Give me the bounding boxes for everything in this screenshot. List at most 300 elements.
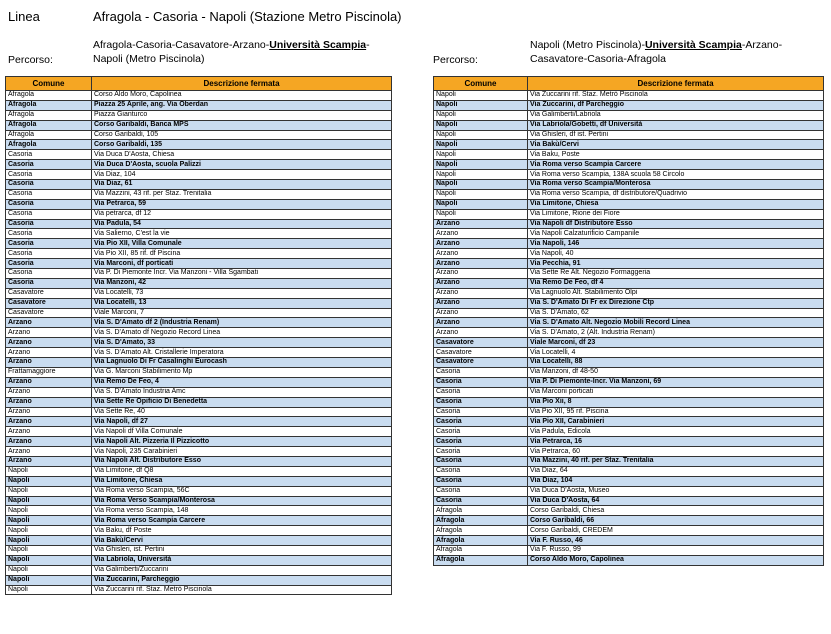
table-row bbox=[6, 249, 392, 259]
stop-description-cell: Via petrarca, df 12 bbox=[92, 209, 392, 219]
stop-description-cell: Via S. D'Amato, 62 bbox=[528, 308, 824, 318]
comune-cell: Afragola bbox=[434, 545, 528, 555]
table-row bbox=[434, 259, 824, 269]
stop-description-cell: Via Pio XII, 95 rif. Piscina bbox=[528, 407, 824, 417]
stop-description-cell: Corso Garibaldi, CREDEM bbox=[528, 526, 824, 536]
stop-description-cell: Corso Garibaldi, Banca MPS bbox=[92, 120, 392, 130]
table-row bbox=[434, 427, 824, 437]
stop-description-cell: Via Pio XII, Carabinieri bbox=[528, 417, 824, 427]
table-row bbox=[6, 100, 392, 110]
stop-description-cell: Via Manzoni, 42 bbox=[92, 278, 392, 288]
stop-description-cell: Corso Garibaldi, 66 bbox=[528, 516, 824, 526]
comune-cell: Arzano bbox=[434, 308, 528, 318]
line-label: Linea bbox=[8, 9, 40, 24]
table-row bbox=[6, 338, 392, 348]
stop-description-cell: Via Roma verso Scampia Carcere bbox=[92, 516, 392, 526]
table-row bbox=[6, 199, 392, 209]
table-row bbox=[6, 407, 392, 417]
comune-cell: Napoli bbox=[6, 526, 92, 536]
comune-cell: Casoria bbox=[434, 496, 528, 506]
stops-body-right bbox=[434, 91, 824, 566]
table-row bbox=[6, 180, 392, 190]
comune-cell: Arzano bbox=[434, 249, 528, 259]
comune-cell: Afragola bbox=[6, 91, 92, 101]
table-row bbox=[434, 130, 824, 140]
comune-cell: Arzano bbox=[434, 278, 528, 288]
stop-description-cell: Via Limitone, Chiesa bbox=[92, 476, 392, 486]
comune-cell: Napoli bbox=[434, 140, 528, 150]
table-row bbox=[6, 269, 392, 279]
table-row bbox=[434, 358, 824, 368]
table-row bbox=[434, 526, 824, 536]
route-left-line2: Napoli (Metro Piscinola) bbox=[93, 53, 205, 65]
stop-description-cell: Via Napoli Calzaturificio Campanile bbox=[528, 229, 824, 239]
comune-cell: Napoli bbox=[434, 180, 528, 190]
stop-description-cell: Via Marconi, df porticati bbox=[92, 259, 392, 269]
stops-table-left bbox=[5, 76, 392, 595]
stop-description-cell: Via Marconi porticati bbox=[528, 387, 824, 397]
table-row bbox=[434, 338, 824, 348]
table-row bbox=[6, 189, 392, 199]
table-row bbox=[6, 456, 392, 466]
table-row bbox=[434, 407, 824, 417]
route-right-post: -Arzano- bbox=[741, 39, 783, 51]
table-row bbox=[6, 496, 392, 506]
table-row bbox=[6, 526, 392, 536]
comune-cell: Napoli bbox=[6, 536, 92, 546]
comune-cell: Arzano bbox=[6, 437, 92, 447]
table-row bbox=[434, 120, 824, 130]
table-row bbox=[6, 585, 392, 595]
stop-description-cell: Via Labriola/Gobetti, df Università bbox=[528, 120, 824, 130]
comune-cell: Casoria bbox=[434, 417, 528, 427]
table-row bbox=[6, 367, 392, 377]
table-row bbox=[434, 209, 824, 219]
col-desc-header: Descrizione fermata bbox=[528, 77, 824, 91]
table-row bbox=[434, 199, 824, 209]
stop-description-cell: Via Petrarca, 59 bbox=[92, 199, 392, 209]
comune-cell: Arzano bbox=[6, 387, 92, 397]
stop-description-cell: Via F. Russo, 46 bbox=[528, 536, 824, 546]
table-row bbox=[6, 476, 392, 486]
comune-cell: Napoli bbox=[434, 110, 528, 120]
table-row bbox=[434, 288, 824, 298]
table-row bbox=[434, 447, 824, 457]
table-row bbox=[6, 278, 392, 288]
comune-cell: Napoli bbox=[6, 496, 92, 506]
stop-description-cell: Via Galimberti/Labriola bbox=[528, 110, 824, 120]
table-row bbox=[6, 565, 392, 575]
table-row bbox=[434, 110, 824, 120]
table-row bbox=[6, 536, 392, 546]
comune-cell: Napoli bbox=[434, 160, 528, 170]
table-row bbox=[434, 387, 824, 397]
table-row bbox=[434, 555, 824, 565]
table-row bbox=[6, 259, 392, 269]
stop-description-cell: Via Bakù/Cervi bbox=[528, 140, 824, 150]
table-row bbox=[434, 328, 824, 338]
table-row bbox=[6, 466, 392, 476]
comune-cell: Casoria bbox=[6, 269, 92, 279]
stop-description-cell: Via Napoli df Villa Comunale bbox=[92, 427, 392, 437]
stop-description-cell: Via Limitone, Rione dei Fiore bbox=[528, 209, 824, 219]
comune-cell: Casavatore bbox=[6, 288, 92, 298]
table-row bbox=[6, 130, 392, 140]
table-row bbox=[434, 189, 824, 199]
comune-cell: Casavatore bbox=[434, 358, 528, 368]
stop-description-cell: Via Lagnuolo Di Fr Casalinghi Eurocash bbox=[92, 358, 392, 368]
comune-cell: Napoli bbox=[434, 170, 528, 180]
comune-cell: Casoria bbox=[434, 427, 528, 437]
comune-cell: Casoria bbox=[6, 170, 92, 180]
stop-description-cell: Via Padula, 54 bbox=[92, 219, 392, 229]
table-row bbox=[434, 269, 824, 279]
table-row bbox=[434, 308, 824, 318]
stop-description-cell: Viale Marconi, 7 bbox=[92, 308, 392, 318]
table-row bbox=[6, 427, 392, 437]
stop-description-cell: Via G. Marconi Stabilimento Mp bbox=[92, 367, 392, 377]
table-row bbox=[434, 160, 824, 170]
comune-cell: Arzano bbox=[6, 447, 92, 457]
table-row bbox=[434, 476, 824, 486]
comune-cell: Arzano bbox=[434, 229, 528, 239]
table-row bbox=[434, 249, 824, 259]
table-row bbox=[6, 486, 392, 496]
stop-description-cell: Via Pio XII, 85 rif. df Piscina bbox=[92, 249, 392, 259]
comune-cell: Arzano bbox=[6, 348, 92, 358]
table-row bbox=[434, 496, 824, 506]
comune-cell: Casavatore bbox=[6, 308, 92, 318]
comune-cell: Afragola bbox=[434, 526, 528, 536]
stop-description-cell: Via Roma verso Scampia, df distributore/Quadrivio bbox=[528, 189, 824, 199]
comune-cell: Arzano bbox=[434, 259, 528, 269]
stop-description-cell: Piazza Gianturco bbox=[92, 110, 392, 120]
table-row bbox=[434, 545, 824, 555]
stop-description-cell: Corso Garibaldi, Chiesa bbox=[528, 506, 824, 516]
stop-description-cell: Via Ghisleri, df ist. Pertini bbox=[528, 130, 824, 140]
comune-cell: Casoria bbox=[434, 456, 528, 466]
comune-cell: Napoli bbox=[6, 476, 92, 486]
comune-cell: Napoli bbox=[434, 199, 528, 209]
comune-cell: Casoria bbox=[6, 209, 92, 219]
comune-cell: Casoria bbox=[6, 278, 92, 288]
table-row bbox=[434, 516, 824, 526]
stop-description-cell: Via S. D'Amato Industria Amc bbox=[92, 387, 392, 397]
header-row bbox=[434, 77, 824, 91]
table-row bbox=[434, 486, 824, 496]
comune-cell: Arzano bbox=[6, 338, 92, 348]
stop-description-cell: Via Sette Re Opificio Di Benedetta bbox=[92, 397, 392, 407]
comune-cell: Casoria bbox=[434, 486, 528, 496]
comune-cell: Napoli bbox=[6, 466, 92, 476]
table-row bbox=[6, 387, 392, 397]
route-right-line2: Casavatore-Casoria-Afragola bbox=[530, 53, 666, 65]
comune-cell: Arzano bbox=[6, 456, 92, 466]
stop-description-cell: Via Mazzini, 40 rif. per Staz. Trenitalia bbox=[528, 456, 824, 466]
stop-description-cell: Via Napoli Alt. Pizzeria Il Pizzicotto bbox=[92, 437, 392, 447]
table-row bbox=[434, 397, 824, 407]
comune-cell: Napoli bbox=[434, 91, 528, 101]
table-row bbox=[434, 417, 824, 427]
table-row bbox=[434, 348, 824, 358]
comune-cell: Afragola bbox=[434, 506, 528, 516]
stop-description-cell: Via Napoli, df 27 bbox=[92, 417, 392, 427]
table-row bbox=[6, 308, 392, 318]
comune-cell: Casoria bbox=[434, 447, 528, 457]
stop-description-cell: Corso Garibaldi, 135 bbox=[92, 140, 392, 150]
stop-description-cell: Via Diaz, 64 bbox=[528, 466, 824, 476]
stop-description-cell: Via Limitone, df Q8 bbox=[92, 466, 392, 476]
route-right bbox=[530, 38, 782, 66]
stop-description-cell: Via Locatelli, 13 bbox=[92, 298, 392, 308]
stop-description-cell: Via Bakù/Cervi bbox=[92, 536, 392, 546]
table-row bbox=[6, 328, 392, 338]
percorso-right-label: Percorso: bbox=[433, 54, 478, 66]
table-row bbox=[6, 110, 392, 120]
stop-description-cell: Via Locatelli, 4 bbox=[528, 348, 824, 358]
comune-cell: Napoli bbox=[434, 120, 528, 130]
comune-cell: Arzano bbox=[6, 427, 92, 437]
route-right-pre: Napoli (Metro Piscinola)- bbox=[530, 39, 645, 51]
stop-description-cell: Corso Aldo Moro, Capolinea bbox=[528, 555, 824, 565]
comune-cell: Napoli bbox=[6, 506, 92, 516]
comune-cell: Casoria bbox=[434, 407, 528, 417]
comune-cell: Arzano bbox=[6, 318, 92, 328]
table-row bbox=[434, 150, 824, 160]
table-row bbox=[434, 466, 824, 476]
stop-description-cell: Via Zuccarini rif. Staz. Metrò Piscinola bbox=[92, 585, 392, 595]
route-left bbox=[93, 38, 370, 66]
table-row bbox=[434, 170, 824, 180]
table-row bbox=[434, 278, 824, 288]
route-right-bold: Università Scampia bbox=[644, 39, 742, 51]
stop-description-cell: Via Roma verso Scampia, 56C bbox=[92, 486, 392, 496]
stop-description-cell: Via Lagnuolo Alt. Stabilimento Olpi bbox=[528, 288, 824, 298]
table-row bbox=[6, 377, 392, 387]
table-row bbox=[434, 219, 824, 229]
comune-cell: Casoria bbox=[6, 189, 92, 199]
stop-description-cell: Via Petrarca, 16 bbox=[528, 437, 824, 447]
comune-cell: Napoli bbox=[434, 130, 528, 140]
comune-cell: Afragola bbox=[6, 110, 92, 120]
stop-description-cell: Via Locatelli, 73 bbox=[92, 288, 392, 298]
table-row bbox=[434, 298, 824, 308]
stop-description-cell: Corso Aldo Moro, Capolinea bbox=[92, 91, 392, 101]
stop-description-cell: Via Sette Re, 40 bbox=[92, 407, 392, 417]
comune-cell: Casoria bbox=[434, 437, 528, 447]
comune-cell: Casavatore bbox=[6, 298, 92, 308]
stop-description-cell: Piazza 25 Aprile, ang. Via Oberdan bbox=[92, 100, 392, 110]
table-row bbox=[434, 456, 824, 466]
comune-cell: Napoli bbox=[6, 516, 92, 526]
stop-description-cell: Via Limitone, Chiesa bbox=[528, 199, 824, 209]
table-row bbox=[6, 545, 392, 555]
table-row bbox=[434, 318, 824, 328]
col-desc-header: Descrizione fermata bbox=[92, 77, 392, 91]
stop-description-cell: Via Ghisleri, ist. Pertini bbox=[92, 545, 392, 555]
comune-cell: Casoria bbox=[6, 219, 92, 229]
stop-description-cell: Corso Garibaldi, 105 bbox=[92, 130, 392, 140]
comune-cell: Arzano bbox=[6, 328, 92, 338]
stop-description-cell: Via Duca D'Aosta, Chiesa bbox=[92, 150, 392, 160]
stop-description-cell: Via Roma verso Scampia/Monterosa bbox=[528, 180, 824, 190]
table-row bbox=[6, 120, 392, 130]
table-row bbox=[6, 298, 392, 308]
stop-description-cell: Via S. D'Amato df Negozio Record Linea bbox=[92, 328, 392, 338]
stop-description-cell: Viale Marconi, df 23 bbox=[528, 338, 824, 348]
comune-cell: Napoli bbox=[6, 585, 92, 595]
stop-description-cell: Via Petrarca, 60 bbox=[528, 447, 824, 457]
comune-cell: Casavatore bbox=[434, 338, 528, 348]
stop-description-cell: Via P. Di Piemonte Incr. Via Manzoni - Villa Sgambati bbox=[92, 269, 392, 279]
comune-cell: Casoria bbox=[434, 476, 528, 486]
stop-description-cell: Via Napoli, 40 bbox=[528, 249, 824, 259]
table-row bbox=[434, 377, 824, 387]
stop-description-cell: Via Pecchia, 91 bbox=[528, 259, 824, 269]
stop-description-cell: Via S. D'Amato Alt. Negozio Mobili Record Linea bbox=[528, 318, 824, 328]
stop-description-cell: Via Napoli Alt. Distributore Esso bbox=[92, 456, 392, 466]
table-row bbox=[6, 318, 392, 328]
table-row bbox=[434, 91, 824, 101]
stop-description-cell: Via S. D'Amato Di Fr ex Direzione Ctp bbox=[528, 298, 824, 308]
comune-cell: Napoli bbox=[6, 555, 92, 565]
stop-description-cell: Via Zuccarini, Parcheggio bbox=[92, 575, 392, 585]
comune-cell: Arzano bbox=[6, 377, 92, 387]
stop-description-cell: Via Diaz, 104 bbox=[528, 476, 824, 486]
table-row bbox=[6, 150, 392, 160]
table-row bbox=[6, 160, 392, 170]
stop-description-cell: Via Duca D'Aosta, 64 bbox=[528, 496, 824, 506]
table-row bbox=[6, 140, 392, 150]
stop-description-cell: Via S. D'Amato, 33 bbox=[92, 338, 392, 348]
table-row bbox=[6, 229, 392, 239]
table-row bbox=[6, 506, 392, 516]
comune-cell: Afragola bbox=[6, 140, 92, 150]
comune-cell: Afragola bbox=[6, 130, 92, 140]
stop-description-cell: Via Napoli df Distributore Esso bbox=[528, 219, 824, 229]
table-row bbox=[434, 536, 824, 546]
stop-description-cell: Via Napoli, 146 bbox=[528, 239, 824, 249]
table-row bbox=[6, 575, 392, 585]
table-row bbox=[6, 239, 392, 249]
comune-cell: Arzano bbox=[434, 298, 528, 308]
stop-description-cell: Via P. Di Piemonte-Incr. Via Manzoni, 69 bbox=[528, 377, 824, 387]
route-left-pre: Afragola-Casoria-Casavatore-Arzano- bbox=[93, 39, 270, 51]
comune-cell: Casavatore bbox=[434, 348, 528, 358]
comune-cell: Napoli bbox=[434, 209, 528, 219]
comune-cell: Casoria bbox=[434, 377, 528, 387]
comune-cell: Casoria bbox=[434, 387, 528, 397]
comune-cell: Afragola bbox=[6, 120, 92, 130]
comune-cell: Napoli bbox=[434, 150, 528, 160]
stop-description-cell: Via Baku, df Poste bbox=[92, 526, 392, 536]
comune-cell: Casoria bbox=[6, 249, 92, 259]
comune-cell: Frattamaggiore bbox=[6, 367, 92, 377]
comune-cell: Casoria bbox=[6, 199, 92, 209]
table-row bbox=[6, 555, 392, 565]
comune-cell: Napoli bbox=[434, 189, 528, 199]
comune-cell: Afragola bbox=[6, 100, 92, 110]
table-row bbox=[434, 437, 824, 447]
comune-cell: Arzano bbox=[6, 407, 92, 417]
stop-description-cell: Via Sette Re Alt. Negozio Formaggeria bbox=[528, 269, 824, 279]
stop-description-cell: Via Diaz, 61 bbox=[92, 180, 392, 190]
comune-cell: Napoli bbox=[6, 575, 92, 585]
comune-cell: Arzano bbox=[434, 269, 528, 279]
stop-description-cell: Via Diaz, 104 bbox=[92, 170, 392, 180]
stop-description-cell: Via Zuccarini, df Parcheggio bbox=[528, 100, 824, 110]
stop-description-cell: Via F. Russo, 99 bbox=[528, 545, 824, 555]
col-comune-header: Comune bbox=[6, 77, 92, 91]
table-row bbox=[6, 437, 392, 447]
stop-description-cell: Via Salierno, C'est la vie bbox=[92, 229, 392, 239]
stop-description-cell: Via Roma verso Scampia Carcere bbox=[528, 160, 824, 170]
stop-description-cell: Via Roma verso Scampia, 138A scuola 58 Circolo bbox=[528, 170, 824, 180]
table-row bbox=[434, 140, 824, 150]
stop-description-cell: Via Labriola, Università bbox=[92, 555, 392, 565]
stop-description-cell: Via Galimberti/Zuccarini bbox=[92, 565, 392, 575]
table-row bbox=[6, 209, 392, 219]
stop-description-cell: Via Baku, Poste bbox=[528, 150, 824, 160]
table-row bbox=[6, 358, 392, 368]
comune-cell: Casoria bbox=[6, 259, 92, 269]
table-row bbox=[6, 516, 392, 526]
table-row bbox=[6, 348, 392, 358]
table-row bbox=[6, 288, 392, 298]
table-row bbox=[434, 180, 824, 190]
stops-body-left bbox=[6, 91, 392, 595]
route-left-bold: Università Scampia bbox=[269, 39, 367, 51]
comune-cell: Arzano bbox=[6, 417, 92, 427]
stop-description-cell: Via Mazzini, 43 rif. per Staz. Trenitalia bbox=[92, 189, 392, 199]
stop-description-cell: Via Manzoni, df 48-50 bbox=[528, 367, 824, 377]
stop-description-cell: Via Remo De Feo, 4 bbox=[92, 377, 392, 387]
comune-cell: Casoria bbox=[6, 239, 92, 249]
comune-cell: Arzano bbox=[434, 328, 528, 338]
stop-description-cell: Via Duca D'Aosta, Museo bbox=[528, 486, 824, 496]
table-row bbox=[6, 170, 392, 180]
stop-description-cell: Via Remo De Feo, df 4 bbox=[528, 278, 824, 288]
table-row bbox=[434, 100, 824, 110]
stop-description-cell: Via Roma Verso Scampia/Monterosa bbox=[92, 496, 392, 506]
comune-cell: Casoria bbox=[434, 466, 528, 476]
comune-cell: Arzano bbox=[6, 358, 92, 368]
table-row bbox=[434, 506, 824, 516]
stops-table-right bbox=[433, 76, 824, 566]
stop-description-cell: Via Padula, Edicola bbox=[528, 427, 824, 437]
comune-cell: Casoria bbox=[6, 229, 92, 239]
table-row bbox=[6, 219, 392, 229]
comune-cell: Napoli bbox=[6, 565, 92, 575]
header-row bbox=[6, 77, 392, 91]
comune-cell: Napoli bbox=[6, 486, 92, 496]
table-row bbox=[6, 447, 392, 457]
comune-cell: Arzano bbox=[6, 397, 92, 407]
table-row bbox=[6, 417, 392, 427]
comune-cell: Afragola bbox=[434, 555, 528, 565]
table-row bbox=[434, 367, 824, 377]
comune-cell: Arzano bbox=[434, 318, 528, 328]
table-row bbox=[434, 229, 824, 239]
stop-description-cell: Via Roma verso Scampia, 148 bbox=[92, 506, 392, 516]
comune-cell: Napoli bbox=[434, 100, 528, 110]
comune-cell: Casoria bbox=[434, 367, 528, 377]
comune-cell: Casoria bbox=[434, 397, 528, 407]
col-comune-header: Comune bbox=[434, 77, 528, 91]
comune-cell: Arzano bbox=[434, 219, 528, 229]
comune-cell: Arzano bbox=[434, 288, 528, 298]
route-left-post: - bbox=[366, 39, 370, 51]
